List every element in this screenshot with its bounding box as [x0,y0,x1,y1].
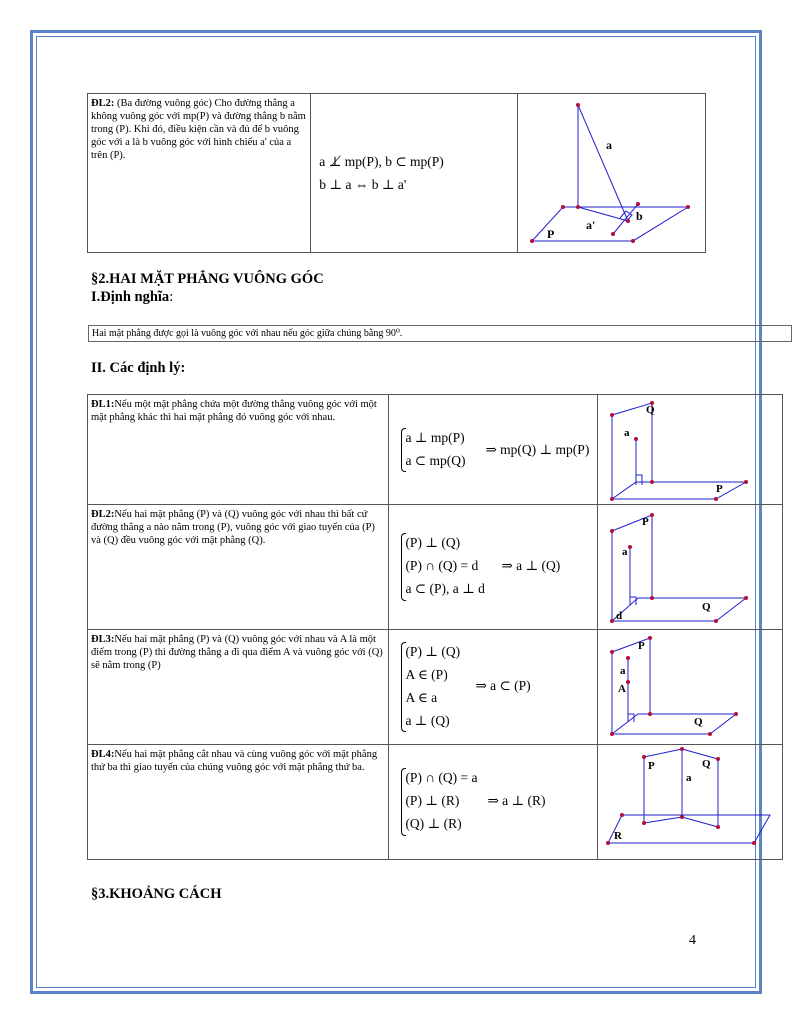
definition-box: Hai mặt phẳng được gọi là vuông góc với nhau nếu góc giữa chúng bằng 90⁰. [88,325,792,342]
theorem-text: (Ba đường vuông góc) Cho đường thẳng a không vuông góc với mp(P) và đường thẳng b nằm trong (P). Khi đó, điều kiện cần và đủ để b vuông góc với a là b vuông góc với hình chiếu a' của a trên (P). [91,98,306,161]
formula-line: a ⊥ (Q) [405,713,450,728]
theorem-formula [389,766,597,838]
theorem-formula [389,426,597,474]
label-a-prime: a' [586,218,596,232]
label-d: d [615,610,623,622]
theorem-text: Nếu hai mặt phẳng (P) và (Q) vuông góc với nhau thì bất cứ đường thẳng a nào nằm trong (P), vuông góc với giao tuyến của (P) và (Q) đều vuông góc với mặt phẳng (Q). [91,509,375,546]
formula-conclusion: ⇒ mp(Q) ⊥ mp(P) [485,441,590,457]
label-Q: Q [701,601,711,613]
formula-line: (P) ⊥ (Q) [405,535,461,550]
theorem-4-diagram [598,745,782,858]
formula-line: (P) ⊥ (R) [405,793,460,808]
theorem-figure-cell [518,94,706,253]
theorem-heading: ĐL2: [91,509,115,520]
label-P: P [647,760,655,772]
theorem-figure-cell [597,630,782,745]
theorems-table [87,394,783,860]
formula-conclusion: ⇒ a ⊂ (P) [475,678,531,693]
label-a: a [606,138,612,152]
theorem-figure-cell [597,745,782,860]
theorem-text-cell [88,630,389,745]
theorem-1-diagram [598,395,782,503]
formula-line: (Q) ⊥ (R) [405,816,462,831]
formula-line: A ∈ a [405,690,438,705]
theorem-formula [389,640,597,734]
theorem-heading: ĐL3: [91,634,115,645]
label-a: a [621,546,628,558]
theorem-2-diagram [598,505,782,628]
formula-line: (P) ∩ (Q) = a [405,770,478,785]
theorem-formula-cell [389,630,598,745]
theorem-text: Nếu hai mặt phẳng (P) và (Q) vuông góc với nhau và A là một điểm trong (P) thì đường thẳng a đi qua điểm A và vuông góc với (Q) sẽ nằm trong (P) [91,634,383,671]
three-perpendiculars-diagram [518,94,704,252]
label-Q: Q [693,716,703,728]
label-P: P [641,516,649,528]
theorem-formula [389,531,597,603]
theorem-text-cell [88,745,389,860]
formula-line: a ⊥ mp(P) [405,429,465,445]
theorem-figure-cell [597,505,782,630]
label-P: P [547,227,555,241]
theorem-formula-cell [311,94,518,253]
theorem-text-cell [88,94,311,253]
formula-line: b ⊥ a ⇔ b ⊥ a' [319,177,407,192]
theorem-formula [311,150,517,196]
definition-heading-text: I.Định nghĩa [91,289,170,305]
label-P: P [637,640,645,652]
formula-line: A ∈ (P) [405,667,448,682]
theorem-formula-cell [389,505,598,630]
theorem-table-three-perpendiculars [87,93,706,253]
label-Q: Q [701,758,711,770]
theorem-formula-cell [389,395,598,505]
label-a: a [619,665,626,677]
definition-heading [91,289,173,306]
theorem-heading: ĐL1: [91,399,115,410]
label-R: R [613,830,622,842]
formula-line: a ⊂ (P), a ⊥ d [405,581,485,596]
section-2-title: §2.HAI MẶT PHẲNG VUÔNG GÓC [91,271,324,287]
label-b: b [636,209,643,223]
formula-line: a ⊥̸ mp(P), b ⊂ mp(P) [319,154,444,169]
theorem-figure-cell [597,395,782,505]
theorems-heading: II. Các định lý: [91,360,186,376]
definition-heading-colon: : [169,289,174,305]
theorem-row [88,745,783,860]
theorem-heading: ĐL2: [91,98,115,109]
theorem-formula-cell [389,745,598,860]
formula-line: (P) ⊥ (Q) [405,644,461,659]
page-number: 4 [689,933,696,948]
theorem-3-diagram [598,630,782,743]
formula-line: a ⊂ mp(Q) [405,452,466,468]
theorem-heading: ĐL4: [91,749,115,760]
label-a: a [685,772,692,784]
theorem-text: Nếu hai mặt phẳng cắt nhau và cùng vuông góc với mặt phẳng thứ ba thì giao tuyến của chúng vuông góc với mặt phẳng thứ ba. [91,749,378,773]
theorem-row [88,395,783,505]
theorem-row [88,505,783,630]
section-3-title: §3.KHOẢNG CÁCH [91,886,222,902]
formula-conclusion: ⇒ a ⊥ (R) [487,793,546,808]
theorem-text-cell [88,395,389,505]
label-Q: Q [645,404,655,416]
theorem-row [88,630,783,745]
label-P: P [715,483,723,495]
formula-conclusion: ⇒ a ⊥ (Q) [501,558,561,573]
theorem-text-cell [88,505,389,630]
formula-line: (P) ∩ (Q) = d [405,558,479,573]
theorem-text: Nếu một mặt phẳng chứa một đường thẳng vuông góc với một mặt phẳng khác thì hai mặt phẳng đó vuông góc với nhau. [91,399,377,423]
label-A: A [617,683,626,695]
label-a: a [623,427,630,439]
